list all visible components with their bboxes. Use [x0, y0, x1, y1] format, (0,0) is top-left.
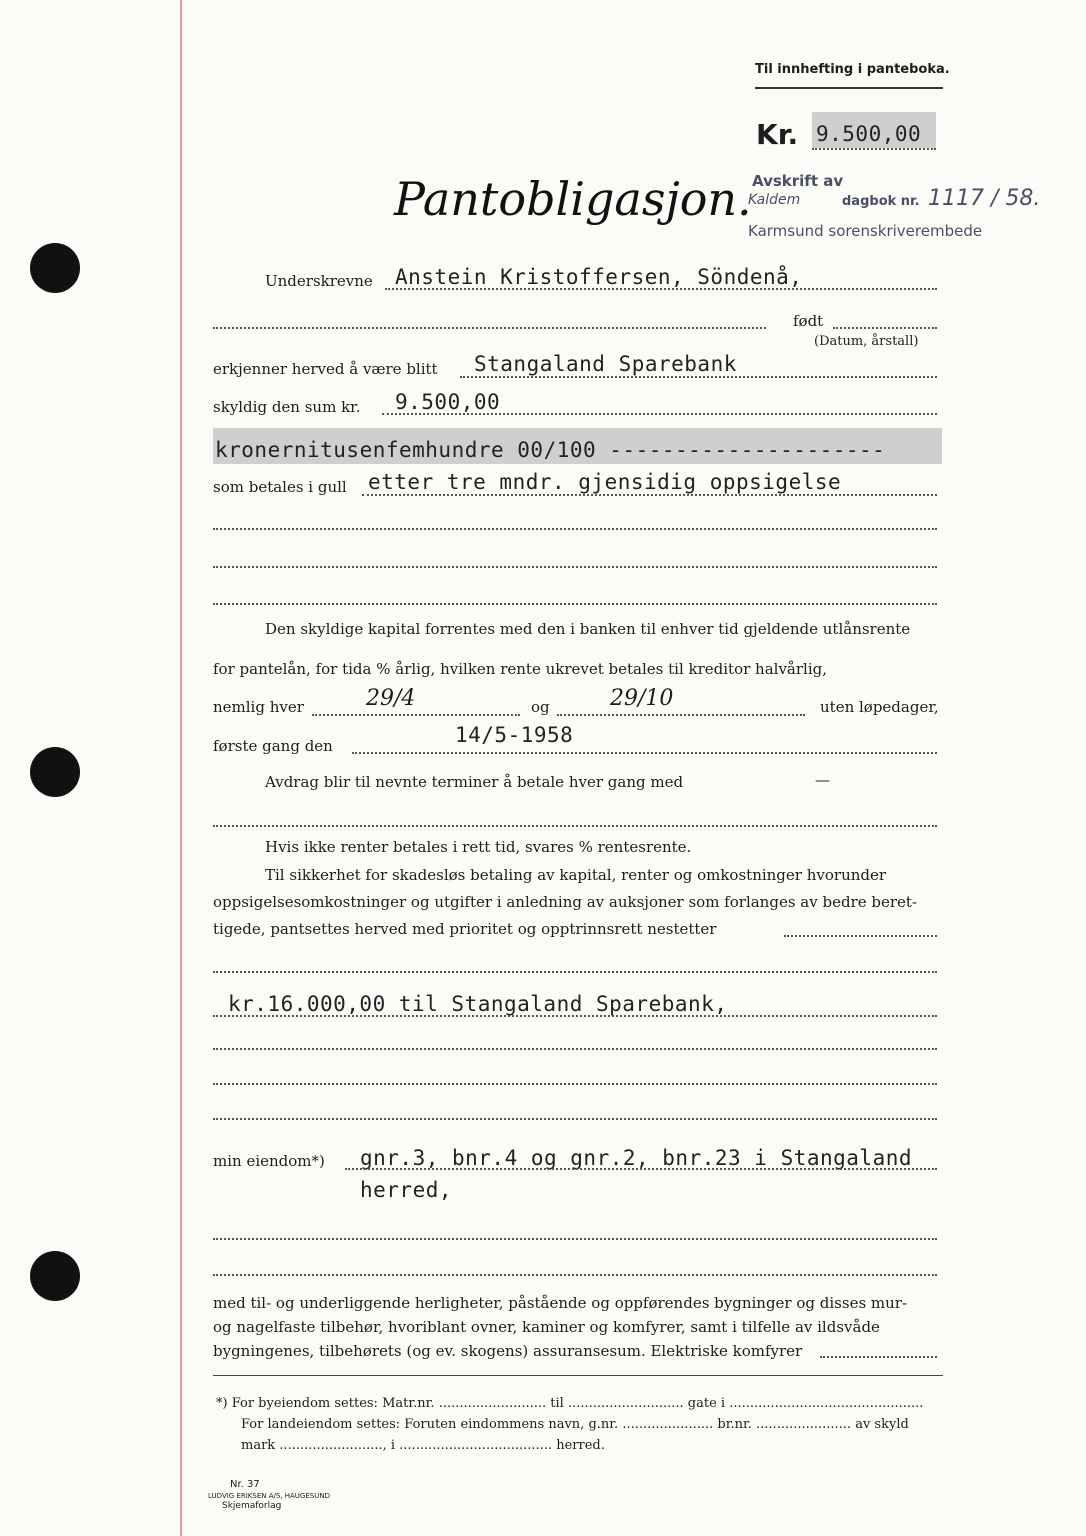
- born-line: [833, 327, 937, 329]
- punch-hole: [30, 1251, 80, 1301]
- avdrag-text: Avdrag blir til nevnte terminer å betale hver gang med: [265, 773, 684, 791]
- blank-line: [213, 1048, 937, 1050]
- creditor-label: erkjenner herved å være blitt: [213, 360, 438, 378]
- term2-value: 29/10: [610, 686, 674, 711]
- term2-line: [557, 714, 805, 716]
- blank-line: [213, 603, 937, 605]
- stamp-line1: Avskrift av: [752, 172, 844, 190]
- belongings-text-2: og nagelfaste tilbehør, hvoriblant ovner, kaminer og komfyrer, samt i tilfelle av ildsvåde: [213, 1318, 880, 1336]
- security-text-3: tigede, pantsettes herved med prioritet og opptrinnsrett nestetter: [213, 920, 717, 938]
- property-value-1: gnr.3, bnr.4 og gnr.2, bnr.23 i Stangaland: [360, 1146, 913, 1170]
- payment-value: etter tre mndr. gjensidig oppsigelse: [368, 470, 842, 494]
- property-value-2: herred,: [360, 1178, 453, 1202]
- blank-line: [213, 566, 937, 568]
- belongings-line: [820, 1356, 937, 1358]
- first-date-label: første gang den: [213, 737, 333, 755]
- name-cont-line: [213, 327, 766, 329]
- blank-line: [213, 1118, 937, 1120]
- avdrag-value: —: [815, 771, 830, 789]
- undersigned-value: Anstein Kristoffersen, Söndenå,: [395, 265, 803, 289]
- interest-text-2: for pantelån, for tida % årlig, hvilken rente ukrevet betales til kreditor halvårlig,: [213, 660, 828, 678]
- payment-label: som betales i gull: [213, 478, 347, 496]
- footnote-1: *) For byeiendom settes: Matr.nr. .......................... til ............................ gate i ...............................................: [216, 1396, 924, 1411]
- blank-line: [213, 825, 937, 827]
- late-interest-text: Hvis ikke renter betales i rett tid, svares % rentesrente.: [265, 838, 692, 856]
- belongings-text-3: bygningenes, tilbehørets (og ev. skogens) assuransesum. Elektriske komfyrer: [213, 1342, 803, 1360]
- first-date-line: [352, 752, 937, 754]
- stamp-office: Karmsund sorenskriverembede: [748, 222, 983, 240]
- footnote-rule: [213, 1375, 943, 1376]
- sum-value: 9.500,00: [395, 390, 501, 414]
- property-line: [345, 1168, 937, 1170]
- term1-value: 29/4: [366, 686, 416, 711]
- born-hint: (Datum, årstall): [814, 334, 919, 349]
- punch-hole: [30, 243, 80, 293]
- term-og: og: [531, 698, 550, 716]
- payment-line: [362, 494, 937, 496]
- born-label: født: [793, 312, 824, 330]
- security-line: [784, 935, 937, 937]
- term1-line: [312, 714, 520, 716]
- header-note: Til innhefting i panteboka.: [755, 62, 950, 77]
- undersigned-label: Underskrevne: [265, 272, 373, 290]
- blank-line: [213, 1274, 937, 1276]
- undersigned-line: [385, 288, 937, 290]
- blank-line: [213, 528, 937, 530]
- security-text-1: Til sikkerhet for skadesløs betaling av kapital, renter og omkostninger hvorunder: [265, 866, 887, 884]
- footnote-2: For landeiendom settes: Foruten eindommens navn, g.nr. ...................... br.nr. ....................... av skyld: [241, 1417, 909, 1432]
- sum-label: skyldig den sum kr.: [213, 398, 361, 416]
- term-suffix: uten løpedager,: [820, 698, 939, 716]
- security-text-2: oppsigelsesomkostninger og utgifter i anledning av auksjoner som forlanges av bedre beret-: [213, 893, 917, 911]
- printer-number: Nr. 37: [230, 1479, 260, 1490]
- printer-name: LUDVIG ERIKSEN A/S, HAUGESUND: [208, 1492, 330, 1500]
- header-underline: [755, 87, 943, 89]
- blank-line: [213, 971, 937, 973]
- term-label: nemlig hver: [213, 698, 304, 716]
- interest-text-1: Den skyldige kapital forrentes med den i banken til enhver tid gjeldende utlånsrente: [265, 620, 911, 638]
- document-title: Pantobligasjon.: [394, 172, 752, 226]
- priority-value: kr.16.000,00 til Stangaland Sparebank,: [228, 992, 728, 1016]
- blank-line: [213, 1083, 937, 1085]
- printer-label: Skjemaforlag: [222, 1501, 282, 1511]
- margin-line: [180, 0, 182, 1536]
- amount-label: Kr.: [756, 118, 799, 151]
- belongings-text-1: med til- og underliggende herligheter, påstående og oppførendes bygninger og disses mur-: [213, 1294, 908, 1312]
- priority-line: [213, 1015, 937, 1017]
- stamp-handwritten: Kaldem: [748, 192, 801, 208]
- stamp-dagbok-label: dagbok nr.: [842, 194, 920, 209]
- amount-value: 9.500,00: [816, 122, 922, 146]
- blank-line: [213, 1238, 937, 1240]
- first-date-value: 14/5-1958: [455, 723, 574, 747]
- amount-dotted-line: [812, 148, 936, 150]
- sum-words: kronernitusenfemhundre 00/100 ---------------------: [215, 438, 886, 462]
- punch-hole: [30, 747, 80, 797]
- creditor-value: Stangaland Sparebank: [474, 352, 737, 376]
- creditor-line: [460, 376, 937, 378]
- stamp-dagbok-value: 1117 / 58.: [928, 186, 1041, 211]
- property-label: min eiendom*): [213, 1152, 325, 1170]
- sum-line: [382, 413, 937, 415]
- footnote-3: mark ........................., i ..................................... herred.: [241, 1438, 605, 1453]
